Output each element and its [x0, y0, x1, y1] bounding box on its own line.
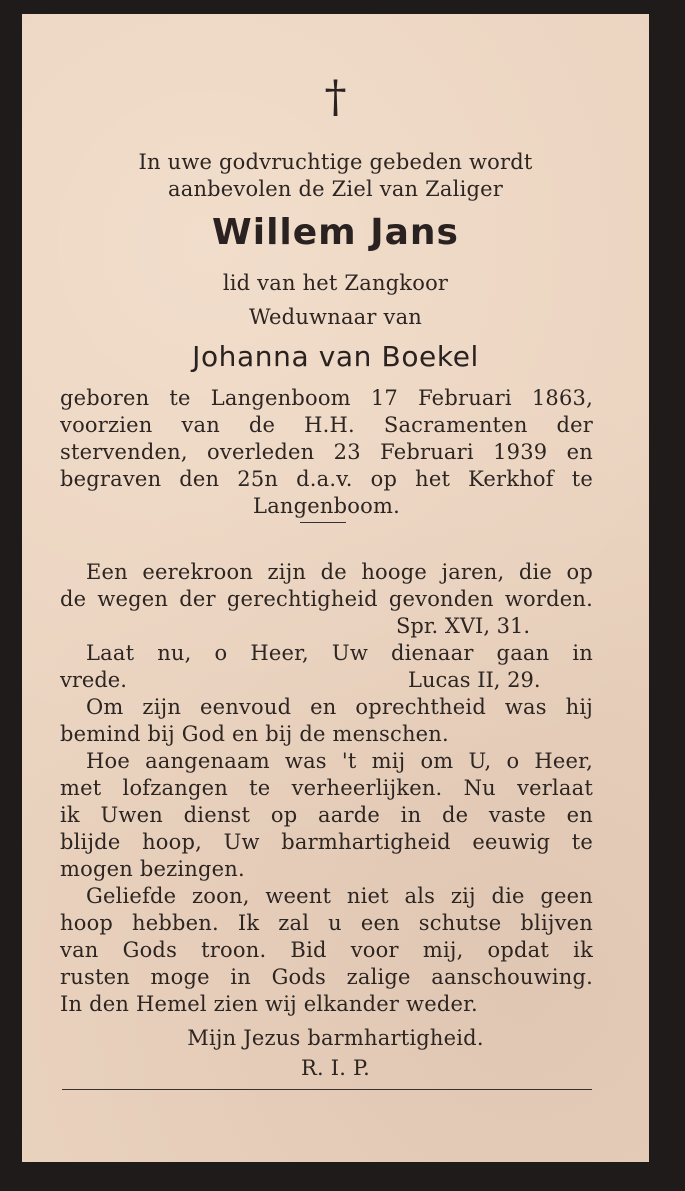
- bio-line: Langenboom.: [253, 494, 400, 518]
- prayer-line: ik Uwen dienst op aarde in de vaste en: [60, 803, 593, 827]
- prayer-line: In den Hemel zien wij elkander weder.: [60, 992, 478, 1016]
- prayer-line: Geliefde zoon, weent niet als zij die geen: [86, 884, 593, 908]
- short-divider: [300, 522, 346, 523]
- widower-line: Weduwnaar van: [248, 305, 423, 329]
- prayer-line: Om zijn eenvoud en oprechtheid was hij: [86, 695, 593, 719]
- prayer-line: van Gods troon. Bid voor mij, opdat ik: [60, 938, 593, 962]
- cross-icon: †: [324, 72, 347, 123]
- bio-line: geboren te Langenboom 17 Februari 1863,: [60, 386, 593, 410]
- deceased-name: Willem Jans: [212, 212, 459, 253]
- bio-line: voorzien van de H.H. Sacramenten der: [60, 413, 593, 437]
- verse-line: vrede.: [60, 668, 127, 692]
- prayer-line: rusten moge in Gods zalige aanschouwing.: [60, 965, 593, 989]
- prayer-line: met lofzangen te verheerlijken. Nu verlaat: [60, 776, 593, 800]
- prayer-line: bemind bij God en bij de menschen.: [60, 722, 449, 746]
- closing-line: Mijn Jezus barmhartigheid.: [187, 1026, 484, 1050]
- wife-name: Johanna van Boekel: [192, 340, 479, 373]
- role-line: lid van het Zangkoor: [222, 271, 449, 295]
- memorial-card: [22, 14, 649, 1162]
- verse-reference: Lucas II, 29.: [408, 668, 541, 692]
- prayer-line: Hoe aangenaam was 't mij om U, o Heer,: [86, 749, 593, 773]
- prayer-line: mogen bezingen.: [60, 857, 245, 881]
- rip-line: R. I. P.: [301, 1056, 370, 1080]
- verse-line: de wegen der gerechtigheid gevonden worden.: [60, 587, 593, 611]
- bio-line: begraven den 25n d.a.v. op het Kerkhof te: [60, 467, 593, 491]
- prayer-line: hoop hebben. Ik zal u een schutse blijven: [60, 911, 593, 935]
- bio-line: stervenden, overleden 23 Februari 1939 en: [60, 440, 593, 464]
- bottom-divider: [62, 1089, 592, 1090]
- verse-line: Een eerekroon zijn de hooge jaren, die op: [86, 560, 593, 584]
- intro-line-2: aanbevolen de Ziel van Zaliger: [168, 177, 503, 201]
- prayer-line: blijde hoop, Uw barmhartigheid eeuwig te: [60, 830, 593, 854]
- intro-line-1: In uwe godvruchtige gebeden wordt: [138, 150, 533, 174]
- verse-line: Laat nu, o Heer, Uw dienaar gaan in: [86, 641, 593, 665]
- verse-reference: Spr. XVI, 31.: [396, 614, 531, 638]
